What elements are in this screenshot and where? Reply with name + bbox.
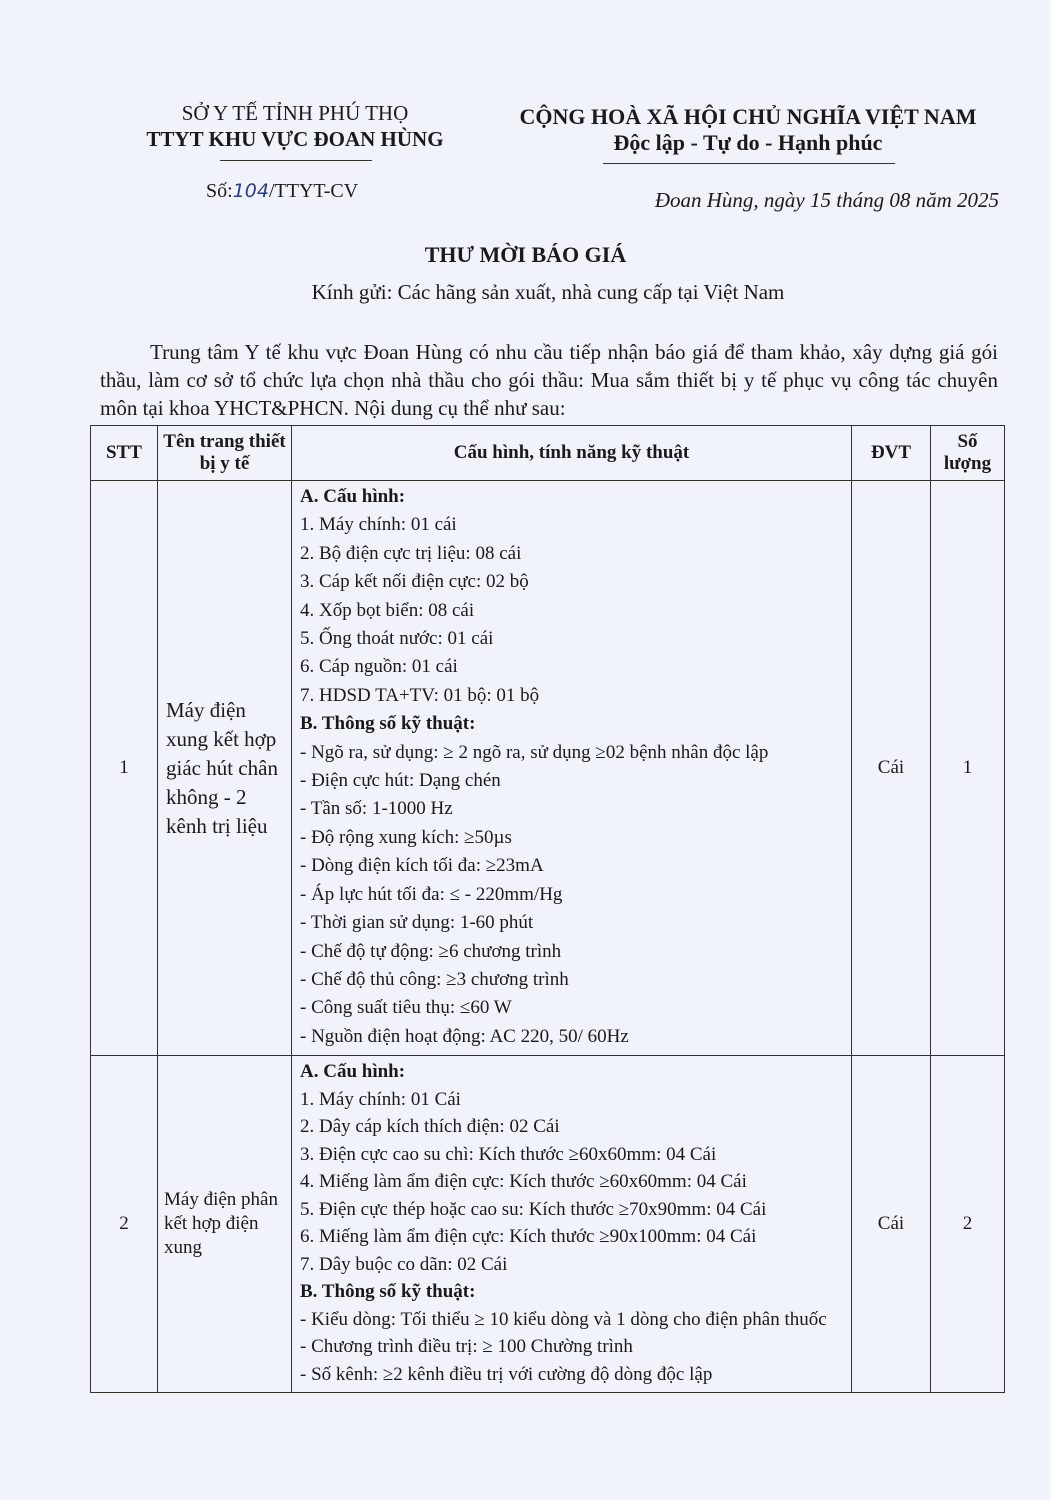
row-unit: Cái xyxy=(852,1056,931,1393)
col-stt-header: STT xyxy=(91,426,158,481)
row-stt: 2 xyxy=(91,1056,158,1393)
spec-item: - Áp lực hút tối đa: ≤ - 220mm/Hg xyxy=(300,883,563,905)
country-name: CỘNG HOÀ XÃ HỘI CHỦ NGHĨA VIỆT NAM xyxy=(519,104,977,129)
so-label: Số: xyxy=(206,180,233,202)
row-device-name: Máy điện xung kết hợp giác hút chân không - 2 kênh trị liệu xyxy=(158,481,292,1056)
col-spec-header: Cấu hình, tính năng kỹ thuật xyxy=(292,426,852,481)
spec-title: B. Thông số kỹ thuật: xyxy=(300,1281,476,1303)
row-spec xyxy=(292,1056,852,1393)
spec-item: - Tần số: 1-1000 Hz xyxy=(300,798,453,820)
config-item: 2. Dây cáp kích thích điện: 02 Cái xyxy=(300,1116,560,1138)
config-item: 3. Điện cực cao su chì: Kích thước ≥60x60mm: 04 Cái xyxy=(300,1143,717,1165)
config-item: 7. HDSD TA+TV: 01 bộ: 01 bộ xyxy=(300,684,540,706)
spec-item: - Thời gian sử dụng: 1-60 phút xyxy=(300,912,534,934)
document-title: THƯ MỜI BÁO GIÁ xyxy=(424,242,627,267)
row-spec xyxy=(292,481,852,1056)
spec-item: - Điện cực hút: Dạng chén xyxy=(300,770,501,792)
agency-name: SỞ Y TẾ TỈNH PHÚ THỌ xyxy=(181,101,409,125)
config-item: 7. Dây buộc co dãn: 02 Cái xyxy=(300,1253,508,1275)
col-name-header: Tên trang thiết bị y tế xyxy=(158,426,292,481)
document-number xyxy=(206,180,358,203)
config-item: 6. Miếng làm ẩm điện cực: Kích thước ≥90x100mm: 04 Cái xyxy=(300,1226,757,1248)
issuer-block xyxy=(120,100,470,152)
spec-item: - Công suất tiêu thụ: ≤60 W xyxy=(300,997,512,1019)
config-item: 1. Máy chính: 01 cái xyxy=(300,514,457,536)
col-qty-header: Số lượng xyxy=(931,426,1005,481)
motto-underline xyxy=(603,163,895,164)
so-suffix: /TTYT-CV xyxy=(268,180,359,202)
spec-item: - Dòng điện kích tối đa: ≥23mA xyxy=(300,855,544,877)
spec-item: - Nguồn điện hoạt động: AC 220, 50/ 60Hz xyxy=(300,1025,629,1047)
row-device-name: Máy điện phân kết hợp điện xung xyxy=(158,1056,292,1393)
table-header-row xyxy=(91,426,1005,481)
table-row xyxy=(91,1056,1005,1393)
spec-title: B. Thông số kỹ thuật: xyxy=(300,713,476,735)
table-row xyxy=(91,481,1005,1056)
config-item: 4. Miếng làm ẩm điện cực: Kích thước ≥60x60mm: 04 Cái xyxy=(300,1171,747,1193)
spec-item: - Chế độ thủ công: ≥3 chương trình xyxy=(300,968,569,990)
row-stt: 1 xyxy=(91,481,158,1056)
issuer-underline xyxy=(220,160,372,161)
unit-name: TTYT KHU VỰC ĐOAN HÙNG xyxy=(146,127,444,151)
national-heading xyxy=(498,104,998,156)
config-title: A. Cấu hình: xyxy=(300,486,406,507)
spec-item: - Ngõ ra, sử dụng: ≥ 2 ngõ ra, sử dụng ≥02 bệnh nhân độc lập xyxy=(300,741,769,763)
document-date: Đoan Hùng, ngày 15 tháng 08 năm 2025 xyxy=(654,188,999,212)
equipment-table xyxy=(90,425,1005,1393)
row-qty: 1 xyxy=(931,481,1005,1056)
row-unit: Cái xyxy=(852,481,931,1056)
national-motto: Độc lập - Tự do - Hạnh phúc xyxy=(613,130,883,155)
config-item: 4. Xốp bọt biển: 08 cái xyxy=(300,599,475,621)
spec-item: - Độ rộng xung kích: ≥50µs xyxy=(300,826,512,848)
config-title: A. Cấu hình: xyxy=(300,1061,406,1083)
spec-item: - Chương trình điều trị: ≥ 100 Chường trình xyxy=(300,1336,633,1358)
config-item: 2. Bộ điện cực trị liệu: 08 cái xyxy=(300,542,522,564)
spec-item: - Số kênh: ≥2 kênh điều trị với cường độ dòng độc lập xyxy=(300,1363,713,1385)
config-item: 6. Cáp nguồn: 01 cái xyxy=(300,656,458,678)
spec-item: - Kiểu dòng: Tối thiểu ≥ 10 kiểu dòng và 1 dòng cho điện phân thuốc xyxy=(300,1308,827,1330)
row-qty: 2 xyxy=(931,1056,1005,1393)
so-number-handwritten: 104 xyxy=(232,180,269,202)
config-item: 5. Ống thoát nước: 01 cái xyxy=(300,628,494,650)
col-unit-header: ĐVT xyxy=(852,426,931,481)
spec-item: - Chế độ tự động: ≥6 chương trình xyxy=(300,940,562,962)
config-item: 1. Máy chính: 01 Cái xyxy=(300,1088,461,1110)
greeting: Kính gửi: Các hãng sản xuất, nhà cung cấp tại Việt Nam xyxy=(311,280,785,304)
intro-paragraph: Trung tâm Y tế khu vực Đoan Hùng có nhu cầu tiếp nhận báo giá để tham khảo, xây dựng giá gói thầu, làm cơ sở tổ chức lựa chọn nhà thầu cho gói thầu: Mua sắm thiết bị y tế phục vụ công tác chuyên môn tại khoa YHCT&PHCN. Nội dung cụ thể như sau: xyxy=(100,340,998,420)
config-item: 5. Điện cực thép hoặc cao su: Kích thước ≥70x90mm: 04 Cái xyxy=(300,1198,767,1220)
config-item: 3. Cáp kết nối điện cực: 02 bộ xyxy=(300,571,529,593)
